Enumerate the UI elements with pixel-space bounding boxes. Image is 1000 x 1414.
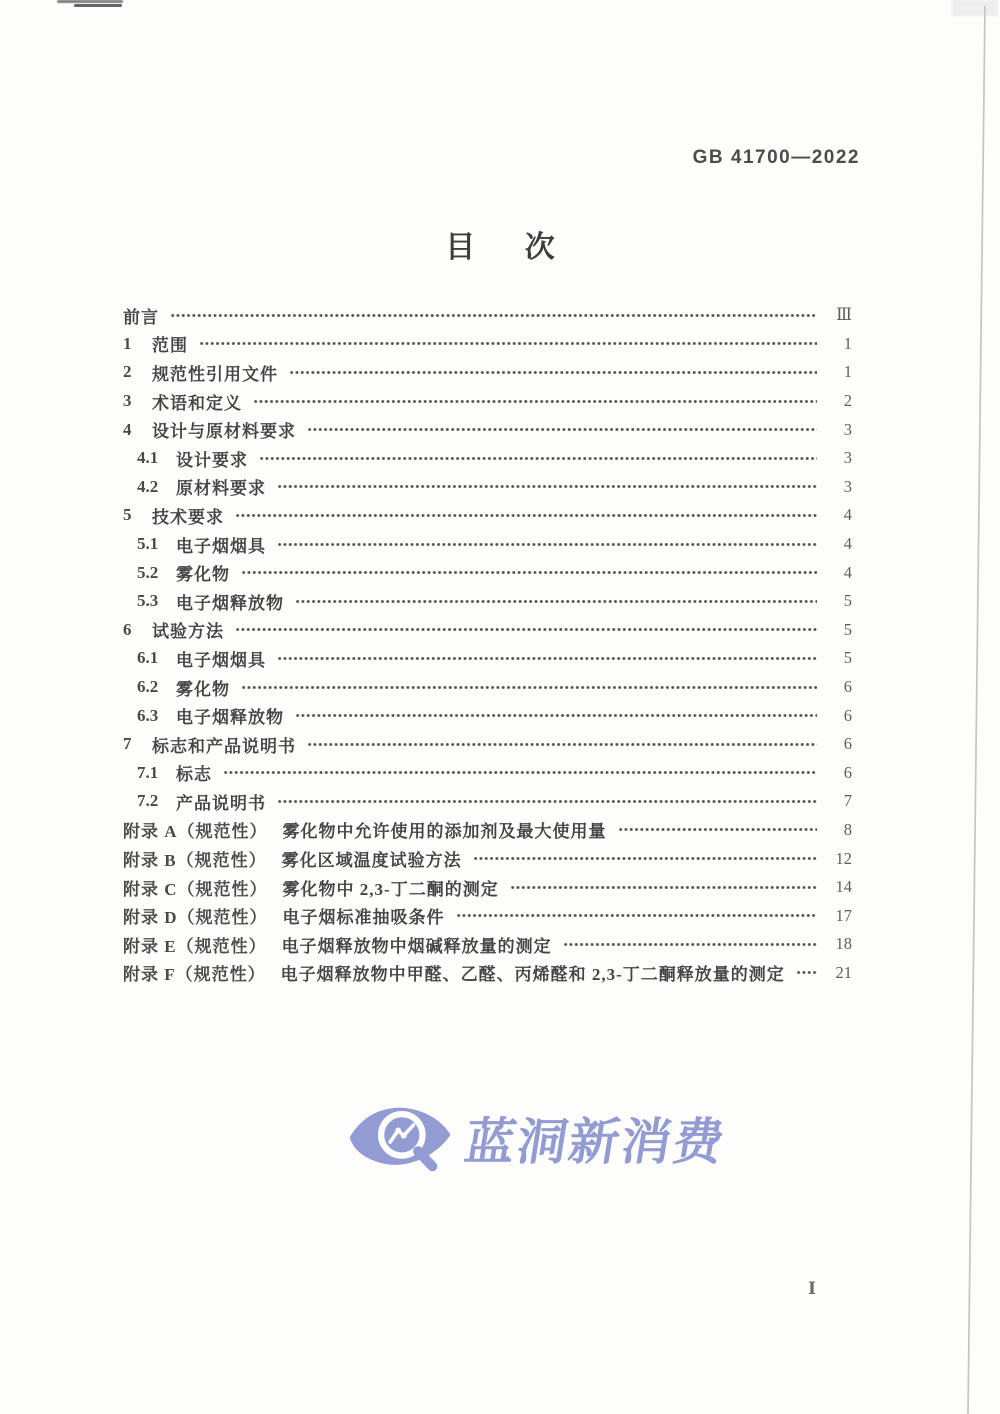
toc-entry-label: 雾化物 bbox=[176, 679, 230, 699]
toc-entry bbox=[123, 901, 852, 930]
toc-entry-label: 电子烟烟具 bbox=[176, 650, 266, 670]
toc-entry bbox=[123, 930, 852, 959]
toc-dot-leader bbox=[259, 451, 817, 466]
toc-entry-number: 4.1 bbox=[137, 448, 159, 468]
toc-dot-leader bbox=[277, 537, 817, 552]
toc-entry-label: 电子烟释放物中甲醛、乙醛、丙烯醛和 2,3-丁二酮释放量的测定 bbox=[280, 965, 785, 985]
toc-entry-label: 雾化物中允许使用的添加剂及最大使用量 bbox=[282, 822, 607, 842]
scan-artifact-streak bbox=[57, 0, 123, 3]
toc-entry-page: 6 bbox=[843, 705, 852, 725]
toc-entry-label: 设计要求 bbox=[176, 450, 248, 470]
toc-entry-page: 8 bbox=[843, 819, 852, 839]
toc-entry-page: 1 bbox=[843, 362, 852, 382]
toc-dot-leader bbox=[223, 765, 817, 780]
toc-entry bbox=[123, 301, 852, 330]
page-number: Ⅰ bbox=[808, 1279, 816, 1298]
toc-entry-number: 5 bbox=[123, 505, 132, 525]
toc-entry-label: 标志和产品说明书 bbox=[152, 736, 296, 756]
toc-entry bbox=[123, 415, 852, 444]
toc-entry-number: 附录 C（规范性） bbox=[123, 879, 268, 899]
toc-entry-label: 雾化物 bbox=[176, 565, 230, 585]
toc-dot-leader bbox=[170, 308, 817, 323]
toc-dot-leader bbox=[796, 965, 817, 980]
toc-entry-page: 7 bbox=[843, 791, 852, 811]
toc-entry-page: 12 bbox=[835, 848, 852, 868]
toc-dot-leader bbox=[295, 594, 817, 609]
toc-dot-leader bbox=[235, 622, 817, 637]
toc-entry bbox=[123, 530, 852, 559]
toc-dot-leader bbox=[456, 908, 817, 923]
toc-dot-leader bbox=[618, 822, 817, 837]
toc-entry-label: 电子烟释放物 bbox=[176, 708, 284, 728]
toc-entry bbox=[123, 358, 852, 387]
toc-entry bbox=[123, 787, 852, 816]
toc-entry-number: 6.1 bbox=[137, 648, 159, 668]
toc-entry-number: 7.1 bbox=[137, 762, 159, 782]
toc-dot-leader bbox=[307, 422, 817, 437]
toc-entry-number: 5.3 bbox=[137, 591, 159, 611]
toc-entry-number: 6.2 bbox=[137, 677, 159, 697]
toc-entry-number: 附录 F（规范性） bbox=[123, 965, 266, 985]
toc-entry-label: 技术要求 bbox=[152, 507, 224, 527]
toc-entry-page: 1 bbox=[843, 333, 852, 353]
toc-entry-number: 附录 E（规范性） bbox=[123, 936, 267, 956]
standard-code: GB 41700—2022 bbox=[692, 147, 860, 168]
toc-dot-leader bbox=[563, 937, 817, 952]
toc-entry-number: 2 bbox=[123, 362, 132, 382]
toc-entry-page: 14 bbox=[835, 877, 852, 897]
toc-entry-label: 试验方法 bbox=[152, 622, 224, 642]
toc-entry-label: 标志 bbox=[176, 765, 212, 785]
toc-entry bbox=[123, 701, 852, 730]
toc-entry bbox=[123, 587, 852, 616]
toc-entry bbox=[123, 616, 852, 645]
toc-entry-page: 6 bbox=[843, 734, 852, 754]
toc-entry bbox=[123, 387, 852, 416]
toc-entry-number: 6 bbox=[123, 619, 132, 639]
toc-dot-leader bbox=[473, 851, 817, 866]
toc-entry-label: 电子烟烟具 bbox=[176, 536, 266, 556]
toc-entry-label: 电子烟标准抽吸条件 bbox=[282, 908, 445, 928]
toc-entry bbox=[123, 759, 852, 788]
scan-artifact-streak bbox=[74, 4, 122, 7]
page-title: 目 次 bbox=[445, 231, 576, 264]
toc-entry bbox=[123, 473, 852, 502]
toc-entry-page: 4 bbox=[843, 562, 852, 582]
toc-dot-leader bbox=[199, 336, 817, 351]
toc-entry bbox=[123, 330, 852, 359]
toc-entry-page: 3 bbox=[843, 448, 852, 468]
toc-entry-page: 3 bbox=[843, 419, 852, 439]
toc-entry bbox=[123, 444, 852, 473]
watermark-text: 蓝洞新消费 bbox=[460, 1114, 730, 1170]
toc-entry bbox=[123, 558, 852, 587]
toc-entry-page: 4 bbox=[843, 505, 852, 525]
toc-entry-label: 前言 bbox=[123, 307, 159, 327]
toc-dot-leader bbox=[307, 737, 817, 752]
toc-entry bbox=[123, 501, 852, 530]
toc-entry bbox=[123, 844, 852, 873]
toc-entry-number: 7.2 bbox=[137, 791, 159, 811]
toc-entry-label: 雾化区域温度试验方法 bbox=[281, 851, 462, 871]
toc-entry bbox=[123, 644, 852, 673]
toc-entry-number: 6.3 bbox=[137, 705, 159, 725]
toc-entry bbox=[123, 959, 852, 988]
toc-dot-leader bbox=[241, 565, 817, 580]
toc-dot-leader bbox=[277, 479, 817, 494]
toc-entry-page: 2 bbox=[843, 391, 852, 411]
toc-entry-number: 4.2 bbox=[137, 476, 159, 496]
toc-entry-number: 1 bbox=[123, 333, 132, 353]
toc-entry-number: 5.2 bbox=[137, 562, 159, 582]
toc-entry-label: 范围 bbox=[152, 336, 188, 356]
toc-list bbox=[123, 301, 852, 987]
toc-entry-page: Ⅲ bbox=[836, 305, 852, 325]
toc-entry-page: 4 bbox=[843, 534, 852, 554]
toc-entry-page: 18 bbox=[835, 934, 852, 954]
toc-entry-page: 6 bbox=[843, 762, 852, 782]
eye-magnifier-chart-icon bbox=[346, 1094, 454, 1182]
toc-entry-label: 电子烟释放物中烟碱释放量的测定 bbox=[281, 936, 552, 956]
toc-entry-number: 4 bbox=[123, 419, 132, 439]
scan-artifact-patch bbox=[952, 0, 998, 16]
toc-entry-label: 设计与原材料要求 bbox=[152, 422, 296, 442]
toc-entry-number: 附录 B（规范性） bbox=[123, 851, 267, 871]
watermark bbox=[346, 1094, 730, 1182]
toc-entry-page: 21 bbox=[835, 962, 852, 982]
toc-dot-leader bbox=[235, 508, 817, 523]
toc-dot-leader bbox=[241, 680, 817, 695]
toc-entry-page: 3 bbox=[843, 476, 852, 496]
toc-entry-label: 规范性引用文件 bbox=[152, 364, 278, 384]
toc-dot-leader bbox=[510, 880, 817, 895]
toc-entry-page: 5 bbox=[843, 591, 852, 611]
toc-entry-number: 7 bbox=[123, 734, 132, 754]
toc-entry-page: 5 bbox=[843, 619, 852, 639]
toc-entry-number: 5.1 bbox=[137, 534, 159, 554]
toc-dot-leader bbox=[277, 794, 817, 809]
toc-entry-page: 5 bbox=[843, 648, 852, 668]
toc-dot-leader bbox=[277, 651, 817, 666]
toc-dot-leader bbox=[253, 394, 817, 409]
toc-entry-label: 术语和定义 bbox=[152, 393, 242, 413]
toc-entry-label: 产品说明书 bbox=[176, 793, 266, 813]
toc-entry bbox=[123, 816, 852, 845]
toc-entry-label: 雾化物中 2,3-丁二酮的测定 bbox=[282, 879, 499, 899]
toc-dot-leader bbox=[295, 708, 817, 723]
toc-entry-number: 附录 D（规范性） bbox=[123, 908, 268, 928]
toc-entry-label: 电子烟释放物 bbox=[176, 593, 284, 613]
toc-entry-label: 原材料要求 bbox=[176, 479, 266, 499]
toc-entry bbox=[123, 673, 852, 702]
toc-entry-page: 17 bbox=[835, 905, 852, 925]
toc-entry-page: 6 bbox=[843, 677, 852, 697]
toc-entry-number: 附录 A（规范性） bbox=[123, 822, 268, 842]
toc-entry-number: 3 bbox=[123, 391, 132, 411]
toc-entry bbox=[123, 873, 852, 902]
toc-entry bbox=[123, 730, 852, 759]
toc-dot-leader bbox=[289, 365, 817, 380]
